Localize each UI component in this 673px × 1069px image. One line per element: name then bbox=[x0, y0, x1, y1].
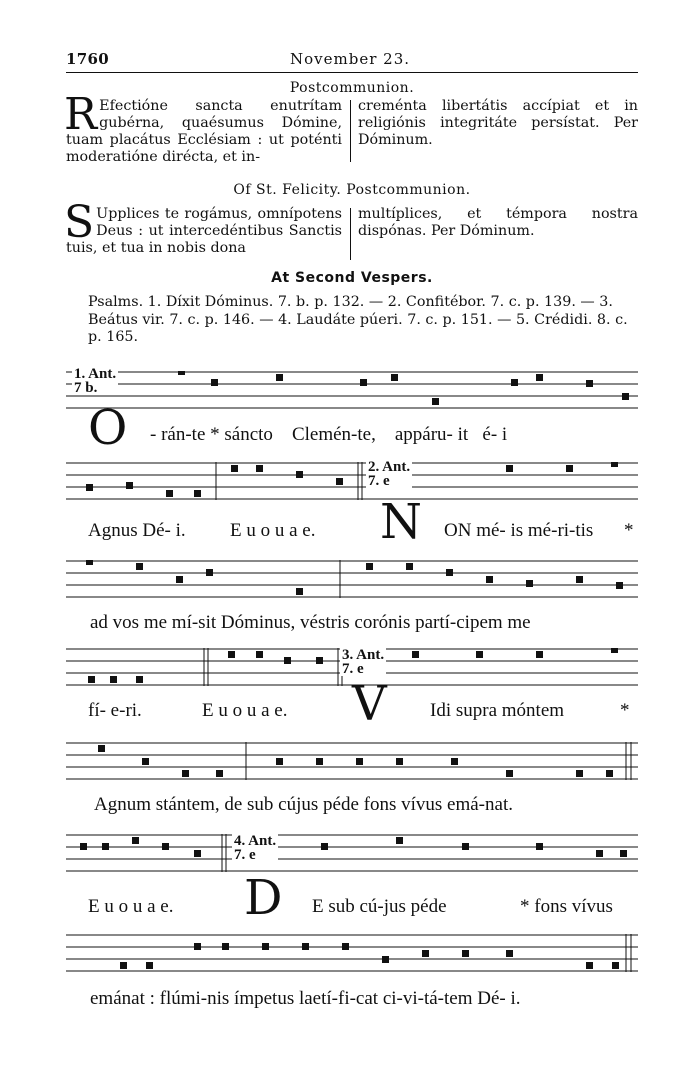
page-date: November 23. bbox=[290, 50, 411, 68]
page-number: 1760 bbox=[66, 50, 109, 68]
drop-cap-r: R bbox=[64, 89, 98, 140]
felicity-block bbox=[64, 197, 638, 262]
chant-staff-5 bbox=[66, 742, 638, 782]
lyric-star-3: * bbox=[620, 700, 630, 721]
chant-staff-1 bbox=[66, 371, 638, 411]
euouae-3: E u o u a e. bbox=[88, 896, 174, 917]
chant-staff-2 bbox=[66, 459, 638, 502]
lyric-line-5: Agnum stántem, de sub cújus péde fons vívus emá-nat. bbox=[94, 794, 513, 815]
lyric-line-4: fí- e-ri. bbox=[88, 700, 142, 721]
lyric-line-6b: * fons vívus bbox=[520, 896, 613, 917]
chant-staff-7 bbox=[66, 934, 638, 974]
antiphon-1-initial: O bbox=[88, 400, 128, 456]
column-divider bbox=[350, 100, 351, 162]
antiphon-4-label: 4. Ant. 7. e bbox=[234, 833, 277, 863]
lyric-line-7: emánat : flúmi-nis ímpetus laetí-fi-cat ci-vi-tá-tem Dé- i. bbox=[90, 988, 521, 1009]
psalms-list: Psalms. 1. Díxit Dóminus. 7. b. p. 132. — 2. Confitébor. 7. c. p. 139. — 3. Beátus vir. 7. c. p. 146. — 4. Laudáte púeri. 7. c. p. 151. — 5. Crédidi. 8. c. p. 165. bbox=[88, 294, 628, 345]
lyric-line-2: Agnus Dé- i. bbox=[88, 520, 186, 541]
lyric-line-3: ad vos me mí-sit Dóminus, véstris corónis partí-cipem me bbox=[90, 612, 531, 633]
antiphon-2-initial: N bbox=[380, 494, 422, 550]
postcommunion-left-text: Efectióne sancta enutrítam gubérna, quaésumus Dómine, tuam placátus Ecclésiam : ut poténti moderatióne dirécta, et in- bbox=[66, 98, 342, 165]
felicity-right: multíplices, et témpora nostra dispónas. Per Dóminum. bbox=[358, 206, 638, 239]
lyric-star-2: * bbox=[624, 520, 634, 541]
antiphon-2-label: 2. Ant. 7. e bbox=[368, 459, 411, 489]
antiphon-1-label: 1. Ant. 7 b. bbox=[74, 366, 117, 396]
header-rule bbox=[66, 72, 638, 73]
postcommunion-heading: Postcommunion. bbox=[289, 80, 415, 96]
lyric-line-1: - rán-te * sáncto Clemén-te, appáru- it é- i bbox=[150, 424, 508, 445]
chant-staff-6 bbox=[66, 834, 638, 874]
postcommunion-left bbox=[64, 89, 342, 166]
antiphon-4-initial: D bbox=[244, 870, 283, 926]
postcommunion-right: creménta libertátis accípiat et in religiónis integritáte persístat. Per Dóminum. bbox=[358, 98, 638, 148]
antiphon-3-initial: V bbox=[352, 676, 387, 732]
postcommunion-block bbox=[64, 89, 638, 178]
lyric-line-6a: E sub cú-jus péde bbox=[312, 896, 447, 917]
antiphon-3-label: 3. Ant. 7. e bbox=[342, 647, 385, 677]
drop-cap-s: S bbox=[64, 197, 95, 248]
felicity-left-text: Upplices te rogámus, omnípotens Deus : ut intercedéntibus Sanctis tuis, et tua in nobis dona bbox=[66, 206, 342, 256]
chant-staff-3 bbox=[66, 560, 638, 600]
lyric-line-4a: Idi supra móntem bbox=[430, 700, 565, 721]
felicity-left bbox=[64, 197, 342, 257]
vespers-heading: At Second Vespers. bbox=[271, 270, 433, 286]
euouae-2: E u o u a e. bbox=[202, 700, 288, 721]
euouae-1: E u o u a e. bbox=[230, 520, 316, 541]
lyric-line-2a: ON mé- is mé-ri-tis bbox=[444, 520, 594, 541]
column-divider-2 bbox=[350, 208, 351, 260]
felicity-heading: Of St. Felicity. Postcommunion. bbox=[233, 182, 471, 198]
